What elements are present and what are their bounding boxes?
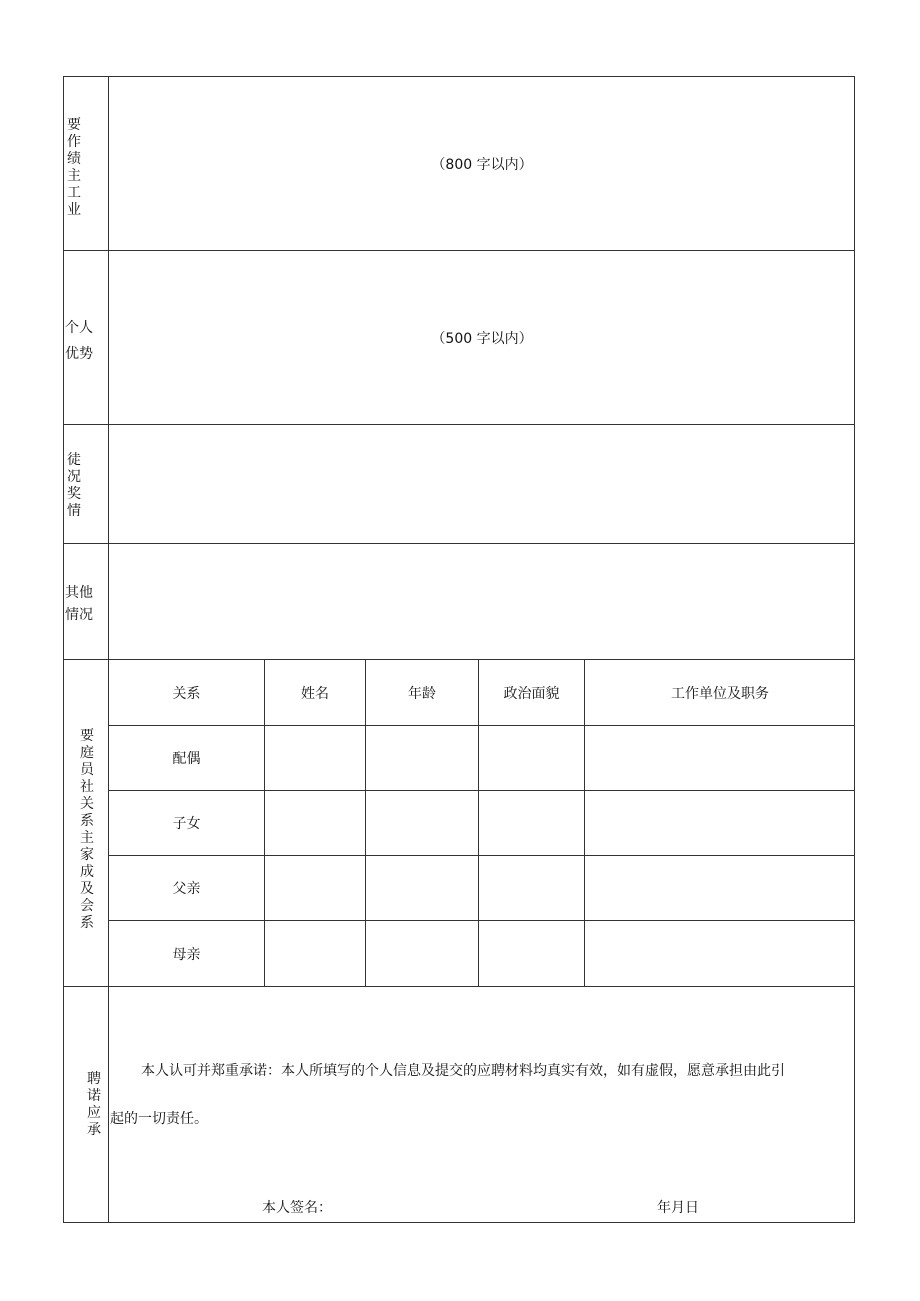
divider-awards — [63, 543, 855, 544]
family-header-name: 姓名 — [301, 685, 329, 702]
divider-family — [63, 986, 855, 987]
date-label: 年月日 — [657, 1200, 699, 1216]
other-label-line1: 其他 — [65, 585, 93, 601]
divider-main-work — [63, 250, 855, 251]
family-relation-children: 子女 — [172, 816, 201, 832]
family-relation-father: 父亲 — [172, 881, 201, 897]
strengths-label — [65, 318, 105, 364]
pledge-text-line1: 本人认可并郑重承诺：本人所填写的个人信息及提交的应聘材料均真实有效，如有虚假，愿意承担由此引 — [141, 1063, 785, 1079]
family-header-workplace: 工作单位及职务 — [671, 685, 769, 702]
main-work-label: 要作绩主工业 — [67, 117, 81, 218]
other-label-line2: 情况 — [65, 607, 93, 623]
other-label — [65, 583, 105, 625]
family-relation-spouse: 配偶 — [172, 751, 201, 767]
family-header-relation: 关系 — [172, 685, 201, 702]
family-relation-mother: 母亲 — [172, 946, 201, 963]
family-header-political: 政治面貌 — [503, 685, 560, 702]
form-table — [63, 76, 855, 1223]
divider-strengths — [63, 424, 855, 425]
awards-label: 徒况奖情 — [67, 452, 81, 519]
signature-label: 本人签名： — [262, 1200, 332, 1216]
family-header-age: 年龄 — [408, 685, 436, 702]
strengths-label-line1: 个人 — [65, 320, 93, 336]
family-label: 要庭员社关系主家成及会系 — [80, 728, 94, 931]
pledge-text-line2: 起的一切责任。 — [110, 1111, 208, 1127]
strengths-hint: （500 字以内） — [431, 331, 533, 347]
label-column-divider — [108, 76, 109, 1223]
main-work-hint: （800 字以内） — [431, 157, 533, 173]
pledge-text — [110, 1056, 854, 1134]
pledge-label: 聘诺应承 — [87, 1071, 101, 1138]
strengths-label-line2: 优势 — [65, 346, 93, 362]
